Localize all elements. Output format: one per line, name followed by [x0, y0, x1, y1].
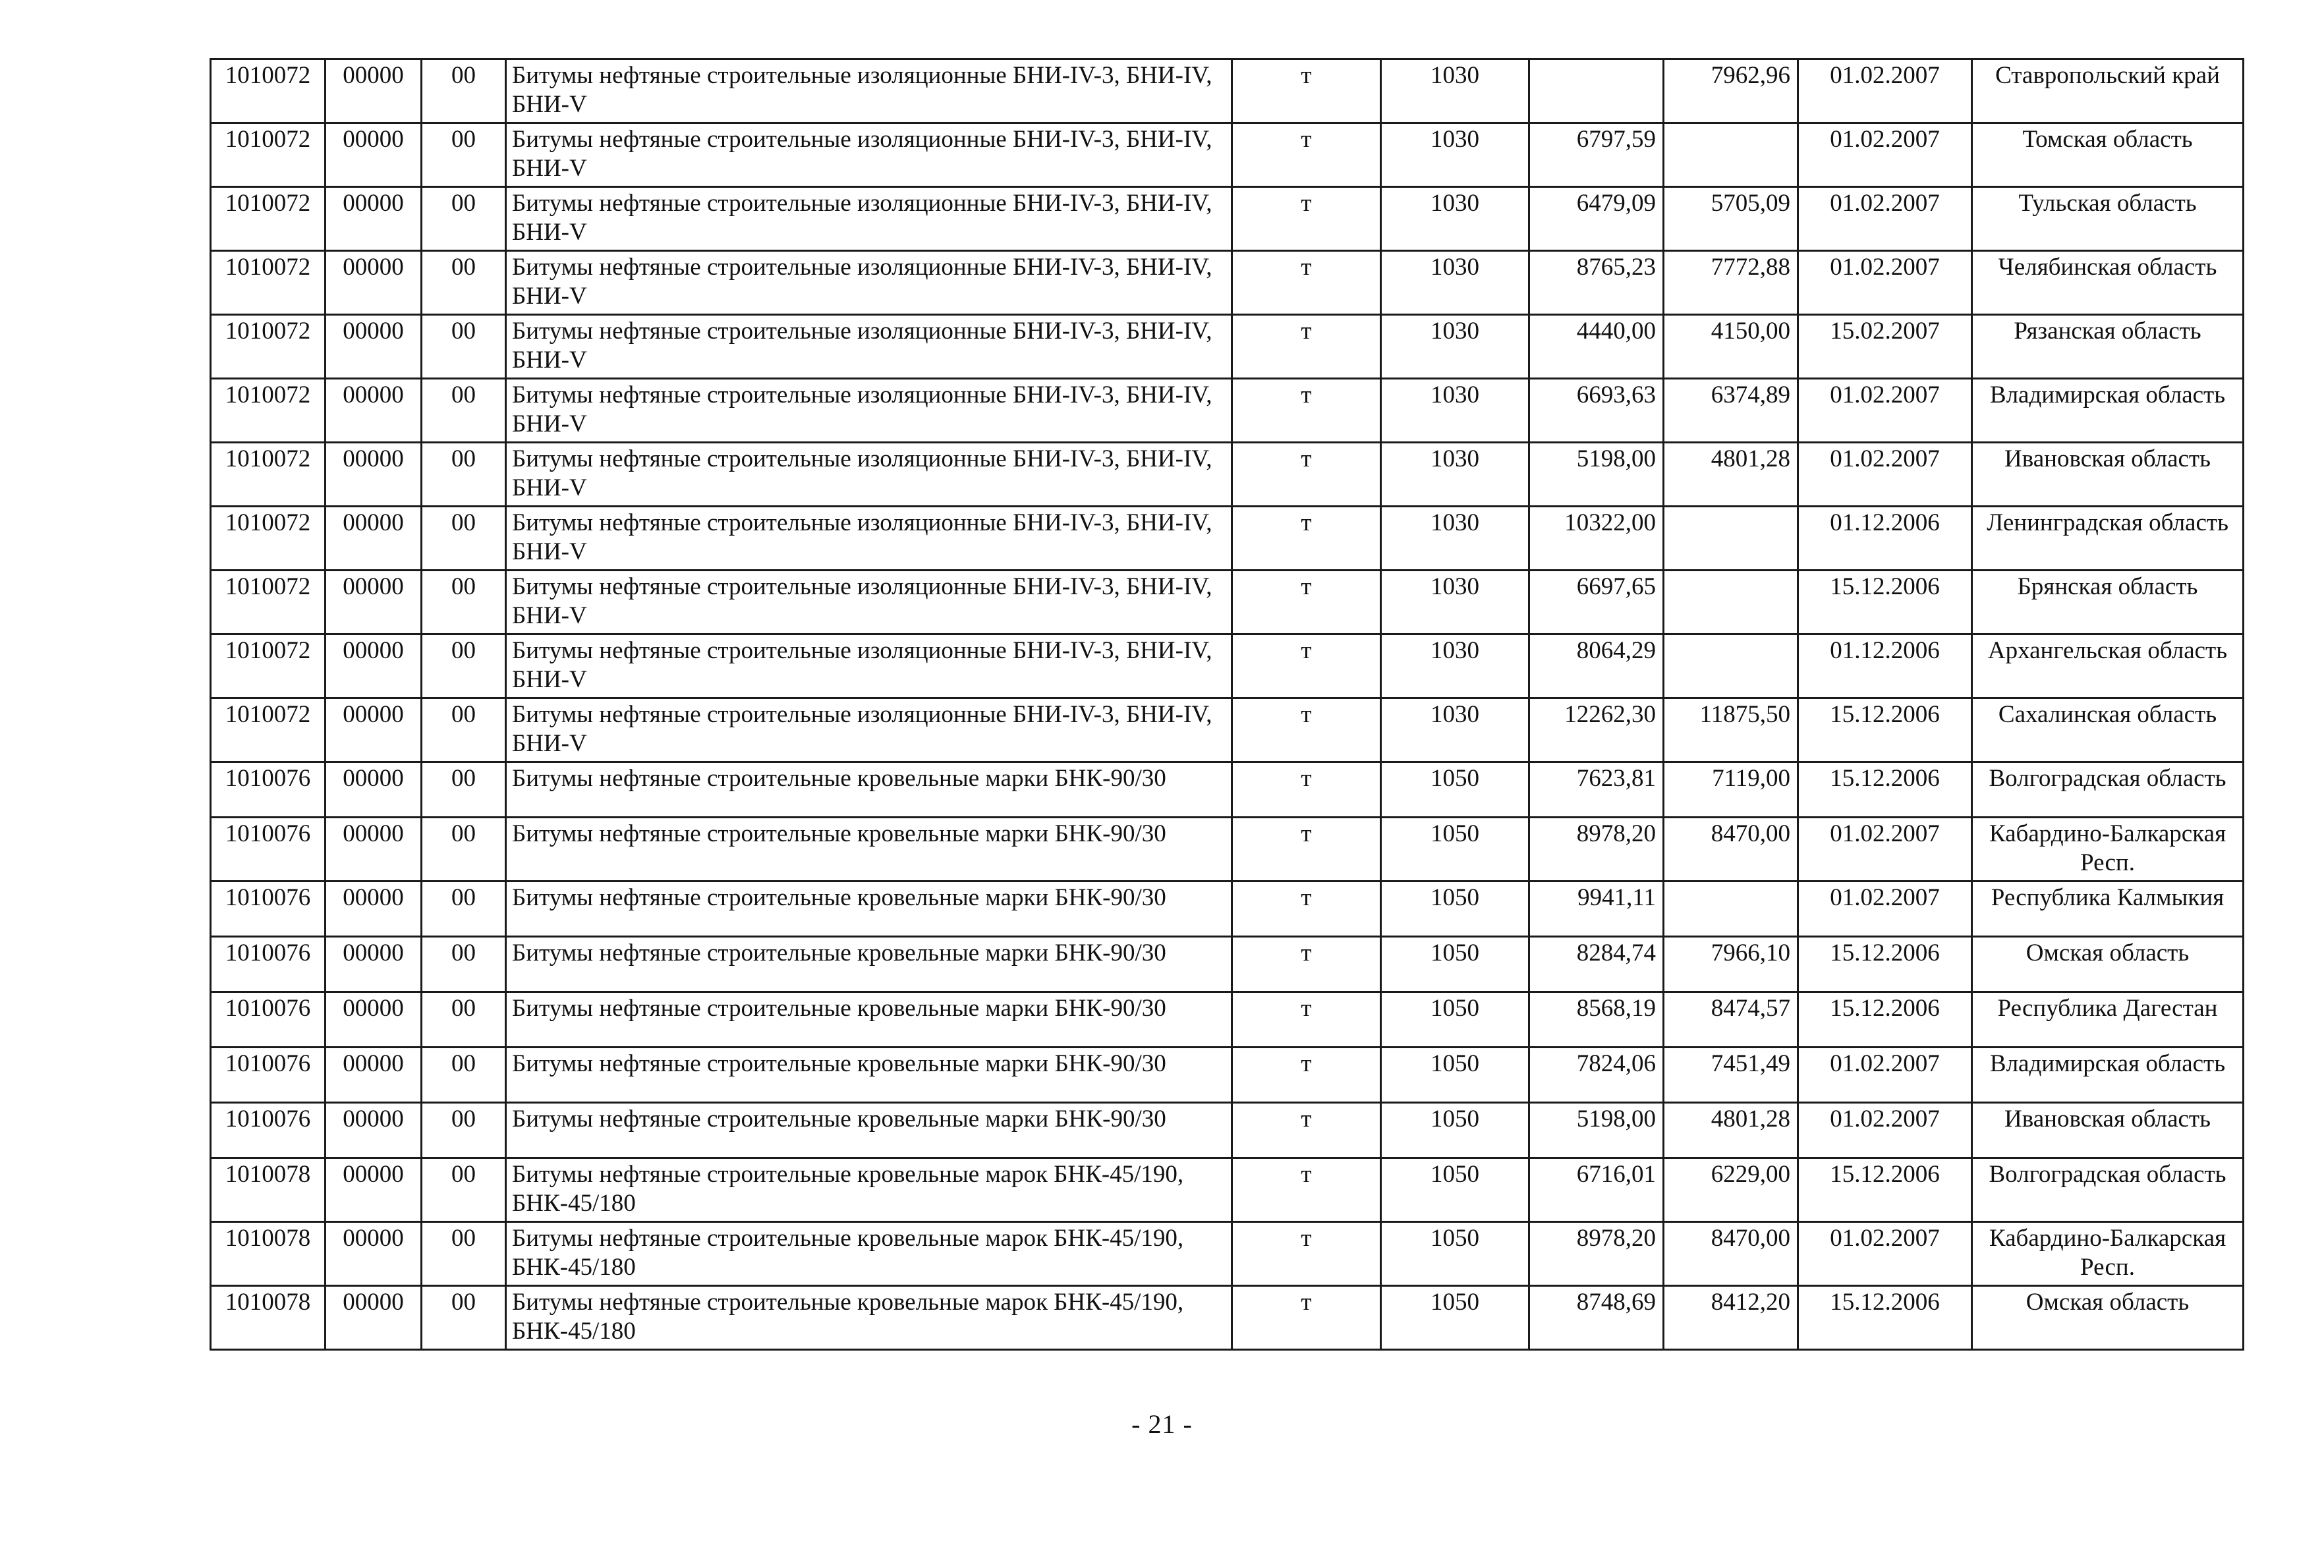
unit-code-cell: 1030: [1381, 571, 1529, 634]
description-cell: Битумы нефтяные строительные изоляционные БНИ-IV-3, БНИ-IV, БНИ-V: [506, 315, 1232, 379]
variant-code-cell: 00: [422, 187, 506, 251]
sub-code-cell: 00000: [326, 818, 422, 882]
description-cell: Битумы нефтяные строительные изоляционные БНИ-IV-3, БНИ-IV, БНИ-V: [506, 571, 1232, 634]
price-alt-cell: 7962,96: [1664, 59, 1798, 123]
description-cell: Битумы нефтяные строительные кровельные марки БНК-90/30: [506, 1048, 1232, 1103]
sub-code-cell: 00000: [326, 937, 422, 992]
table-row: [211, 251, 2244, 315]
table-row: [211, 634, 2244, 698]
table-row: [211, 992, 2244, 1048]
table-row: [211, 59, 2244, 123]
date-cell: 15.12.2006: [1798, 937, 1972, 992]
unit-cell: т: [1232, 762, 1381, 818]
table-row: [211, 762, 2244, 818]
unit-cell: т: [1232, 123, 1381, 187]
region-cell: Ивановская область: [1972, 443, 2244, 507]
price-cell: 10322,00: [1529, 507, 1664, 571]
table-row: [211, 882, 2244, 937]
date-cell: 15.12.2006: [1798, 1286, 1972, 1350]
sub-code-cell: 00000: [326, 251, 422, 315]
date-cell: 01.02.2007: [1798, 251, 1972, 315]
price-alt-cell: 8474,57: [1664, 992, 1798, 1048]
description-cell: Битумы нефтяные строительные изоляционные БНИ-IV-3, БНИ-IV, БНИ-V: [506, 59, 1232, 123]
date-cell: 01.12.2006: [1798, 507, 1972, 571]
item-code-cell: 1010072: [211, 187, 326, 251]
description-cell: Битумы нефтяные строительные кровельные марки БНК-90/30: [506, 762, 1232, 818]
table-row: [211, 1048, 2244, 1103]
unit-code-cell: 1030: [1381, 187, 1529, 251]
region-cell: Владимирская область: [1972, 1048, 2244, 1103]
sub-code-cell: 00000: [326, 59, 422, 123]
item-code-cell: 1010072: [211, 315, 326, 379]
price-cell: 7824,06: [1529, 1048, 1664, 1103]
sub-code-cell: 00000: [326, 379, 422, 443]
sub-code-cell: 00000: [326, 1048, 422, 1103]
unit-cell: т: [1232, 1048, 1381, 1103]
item-code-cell: 1010078: [211, 1158, 326, 1222]
table-row: [211, 1158, 2244, 1222]
table-row: [211, 1103, 2244, 1158]
description-cell: Битумы нефтяные строительные кровельные марки БНК-90/30: [506, 937, 1232, 992]
variant-code-cell: 00: [422, 698, 506, 762]
price-alt-cell: 7451,49: [1664, 1048, 1798, 1103]
variant-code-cell: 00: [422, 762, 506, 818]
date-cell: 01.02.2007: [1798, 1222, 1972, 1286]
sub-code-cell: 00000: [326, 882, 422, 937]
price-alt-cell: 4801,28: [1664, 1103, 1798, 1158]
region-cell: Кабардино-Балкарская Респ.: [1972, 1222, 2244, 1286]
sub-code-cell: 00000: [326, 443, 422, 507]
unit-code-cell: 1030: [1381, 507, 1529, 571]
price-alt-cell: 4801,28: [1664, 443, 1798, 507]
unit-cell: т: [1232, 698, 1381, 762]
unit-code-cell: 1050: [1381, 1103, 1529, 1158]
variant-code-cell: 00: [422, 379, 506, 443]
item-code-cell: 1010076: [211, 762, 326, 818]
unit-cell: т: [1232, 251, 1381, 315]
unit-cell: т: [1232, 187, 1381, 251]
unit-code-cell: 1030: [1381, 123, 1529, 187]
description-cell: Битумы нефтяные строительные кровельные марок БНК-45/190, БНК-45/180: [506, 1286, 1232, 1350]
unit-cell: т: [1232, 818, 1381, 882]
region-cell: Сахалинская область: [1972, 698, 2244, 762]
date-cell: 01.02.2007: [1798, 443, 1972, 507]
variant-code-cell: 00: [422, 937, 506, 992]
price-alt-cell: 11875,50: [1664, 698, 1798, 762]
item-code-cell: 1010076: [211, 937, 326, 992]
price-cell: 5198,00: [1529, 443, 1664, 507]
item-code-cell: 1010072: [211, 698, 326, 762]
date-cell: 01.02.2007: [1798, 123, 1972, 187]
region-cell: Омская область: [1972, 937, 2244, 992]
price-cell: 7623,81: [1529, 762, 1664, 818]
unit-cell: т: [1232, 379, 1381, 443]
item-code-cell: 1010072: [211, 251, 326, 315]
date-cell: 15.02.2007: [1798, 315, 1972, 379]
price-alt-cell: 4150,00: [1664, 315, 1798, 379]
unit-cell: т: [1232, 1158, 1381, 1222]
price-alt-cell: [1664, 571, 1798, 634]
price-cell: 6716,01: [1529, 1158, 1664, 1222]
price-cell: 9941,11: [1529, 882, 1664, 937]
description-cell: Битумы нефтяные строительные изоляционные БНИ-IV-3, БНИ-IV, БНИ-V: [506, 251, 1232, 315]
price-alt-cell: [1664, 123, 1798, 187]
price-alt-cell: 8412,20: [1664, 1286, 1798, 1350]
description-cell: Битумы нефтяные строительные изоляционные БНИ-IV-3, БНИ-IV, БНИ-V: [506, 507, 1232, 571]
unit-code-cell: 1050: [1381, 992, 1529, 1048]
unit-cell: т: [1232, 59, 1381, 123]
variant-code-cell: 00: [422, 123, 506, 187]
unit-cell: т: [1232, 634, 1381, 698]
variant-code-cell: 00: [422, 1103, 506, 1158]
item-code-cell: 1010076: [211, 1103, 326, 1158]
unit-cell: т: [1232, 571, 1381, 634]
description-cell: Битумы нефтяные строительные кровельные марки БНК-90/30: [506, 882, 1232, 937]
variant-code-cell: 00: [422, 571, 506, 634]
region-cell: Ленинградская область: [1972, 507, 2244, 571]
sub-code-cell: 00000: [326, 123, 422, 187]
sub-code-cell: 00000: [326, 762, 422, 818]
price-cell: 8978,20: [1529, 818, 1664, 882]
date-cell: 01.02.2007: [1798, 1048, 1972, 1103]
price-cell: 8748,69: [1529, 1286, 1664, 1350]
price-alt-cell: 7772,88: [1664, 251, 1798, 315]
item-code-cell: 1010076: [211, 818, 326, 882]
region-cell: Владимирская область: [1972, 379, 2244, 443]
table-row: [211, 443, 2244, 507]
unit-code-cell: 1030: [1381, 634, 1529, 698]
unit-code-cell: 1050: [1381, 762, 1529, 818]
date-cell: 01.02.2007: [1798, 882, 1972, 937]
date-cell: 15.12.2006: [1798, 698, 1972, 762]
variant-code-cell: 00: [422, 507, 506, 571]
price-cell: 12262,30: [1529, 698, 1664, 762]
variant-code-cell: 00: [422, 992, 506, 1048]
sub-code-cell: 00000: [326, 187, 422, 251]
table-row: [211, 571, 2244, 634]
unit-code-cell: 1050: [1381, 1286, 1529, 1350]
price-cell: 8978,20: [1529, 1222, 1664, 1286]
description-cell: Битумы нефтяные строительные кровельные марок БНК-45/190, БНК-45/180: [506, 1158, 1232, 1222]
unit-cell: т: [1232, 1103, 1381, 1158]
item-code-cell: 1010078: [211, 1286, 326, 1350]
price-cell: 8284,74: [1529, 937, 1664, 992]
region-cell: Тульская область: [1972, 187, 2244, 251]
variant-code-cell: 00: [422, 1158, 506, 1222]
table-row: [211, 123, 2244, 187]
item-code-cell: 1010076: [211, 1048, 326, 1103]
sub-code-cell: 00000: [326, 1103, 422, 1158]
unit-code-cell: 1050: [1381, 1222, 1529, 1286]
price-cell: 4440,00: [1529, 315, 1664, 379]
variant-code-cell: 00: [422, 818, 506, 882]
variant-code-cell: 00: [422, 59, 506, 123]
price-cell: 6797,59: [1529, 123, 1664, 187]
item-code-cell: 1010072: [211, 379, 326, 443]
date-cell: 15.12.2006: [1798, 571, 1972, 634]
table-row: [211, 937, 2244, 992]
price-cell: 6693,63: [1529, 379, 1664, 443]
price-cell: 5198,00: [1529, 1103, 1664, 1158]
item-code-cell: 1010072: [211, 571, 326, 634]
region-cell: Рязанская область: [1972, 315, 2244, 379]
sub-code-cell: 00000: [326, 507, 422, 571]
table-row: [211, 315, 2244, 379]
variant-code-cell: 00: [422, 315, 506, 379]
description-cell: Битумы нефтяные строительные изоляционные БНИ-IV-3, БНИ-IV, БНИ-V: [506, 379, 1232, 443]
unit-cell: т: [1232, 443, 1381, 507]
description-cell: Битумы нефтяные строительные изоляционные БНИ-IV-3, БНИ-IV, БНИ-V: [506, 443, 1232, 507]
region-cell: Волгоградская область: [1972, 762, 2244, 818]
variant-code-cell: 00: [422, 882, 506, 937]
price-alt-cell: 6229,00: [1664, 1158, 1798, 1222]
description-cell: Битумы нефтяные строительные кровельные марок БНК-45/190, БНК-45/180: [506, 1222, 1232, 1286]
price-cell: 6479,09: [1529, 187, 1664, 251]
unit-cell: т: [1232, 315, 1381, 379]
date-cell: 01.02.2007: [1798, 379, 1972, 443]
variant-code-cell: 00: [422, 1222, 506, 1286]
item-code-cell: 1010072: [211, 59, 326, 123]
unit-code-cell: 1030: [1381, 379, 1529, 443]
date-cell: 15.12.2006: [1798, 762, 1972, 818]
sub-code-cell: 00000: [326, 315, 422, 379]
table-row: [211, 507, 2244, 571]
table-row: [211, 698, 2244, 762]
price-table: [210, 58, 2244, 1351]
description-cell: Битумы нефтяные строительные кровельные марки БНК-90/30: [506, 992, 1232, 1048]
region-cell: Республика Дагестан: [1972, 992, 2244, 1048]
table-body: [211, 59, 2244, 1350]
unit-cell: т: [1232, 992, 1381, 1048]
price-alt-cell: 8470,00: [1664, 1222, 1798, 1286]
unit-cell: т: [1232, 1286, 1381, 1350]
unit-code-cell: 1030: [1381, 251, 1529, 315]
unit-code-cell: 1030: [1381, 315, 1529, 379]
price-alt-cell: 7966,10: [1664, 937, 1798, 992]
region-cell: Брянская область: [1972, 571, 2244, 634]
date-cell: 01.02.2007: [1798, 59, 1972, 123]
price-cell: 8064,29: [1529, 634, 1664, 698]
region-cell: Омская область: [1972, 1286, 2244, 1350]
price-alt-cell: 8470,00: [1664, 818, 1798, 882]
variant-code-cell: 00: [422, 1286, 506, 1350]
price-alt-cell: 7119,00: [1664, 762, 1798, 818]
item-code-cell: 1010072: [211, 634, 326, 698]
description-cell: Битумы нефтяные строительные кровельные марки БНК-90/30: [506, 1103, 1232, 1158]
item-code-cell: 1010072: [211, 123, 326, 187]
price-alt-cell: 6374,89: [1664, 379, 1798, 443]
sub-code-cell: 00000: [326, 698, 422, 762]
unit-cell: т: [1232, 1222, 1381, 1286]
description-cell: Битумы нефтяные строительные кровельные марки БНК-90/30: [506, 818, 1232, 882]
region-cell: Республика Калмыкия: [1972, 882, 2244, 937]
unit-code-cell: 1030: [1381, 698, 1529, 762]
region-cell: Челябинская область: [1972, 251, 2244, 315]
unit-code-cell: 1050: [1381, 882, 1529, 937]
item-code-cell: 1010076: [211, 992, 326, 1048]
variant-code-cell: 00: [422, 1048, 506, 1103]
date-cell: 01.12.2006: [1798, 634, 1972, 698]
unit-code-cell: 1050: [1381, 937, 1529, 992]
sub-code-cell: 00000: [326, 571, 422, 634]
region-cell: Волгоградская область: [1972, 1158, 2244, 1222]
table-row: [211, 187, 2244, 251]
item-code-cell: 1010072: [211, 507, 326, 571]
price-cell: [1529, 59, 1664, 123]
sub-code-cell: 00000: [326, 992, 422, 1048]
price-alt-cell: 5705,09: [1664, 187, 1798, 251]
unit-cell: т: [1232, 937, 1381, 992]
unit-code-cell: 1050: [1381, 818, 1529, 882]
date-cell: 01.02.2007: [1798, 818, 1972, 882]
table-row: [211, 818, 2244, 882]
region-cell: Томская область: [1972, 123, 2244, 187]
sub-code-cell: 00000: [326, 1222, 422, 1286]
region-cell: Ставропольский край: [1972, 59, 2244, 123]
table-row: [211, 1222, 2244, 1286]
price-alt-cell: [1664, 634, 1798, 698]
variant-code-cell: 00: [422, 443, 506, 507]
item-code-cell: 1010072: [211, 443, 326, 507]
description-cell: Битумы нефтяные строительные изоляционные БНИ-IV-3, БНИ-IV, БНИ-V: [506, 634, 1232, 698]
table-row: [211, 1286, 2244, 1350]
description-cell: Битумы нефтяные строительные изоляционные БНИ-IV-3, БНИ-IV, БНИ-V: [506, 698, 1232, 762]
sub-code-cell: 00000: [326, 634, 422, 698]
sub-code-cell: 00000: [326, 1158, 422, 1222]
date-cell: 01.02.2007: [1798, 187, 1972, 251]
region-cell: Архангельская область: [1972, 634, 2244, 698]
unit-cell: т: [1232, 507, 1381, 571]
unit-code-cell: 1050: [1381, 1048, 1529, 1103]
item-code-cell: 1010078: [211, 1222, 326, 1286]
table-row: [211, 379, 2244, 443]
price-alt-cell: [1664, 882, 1798, 937]
page-number: - 21 -: [1131, 1409, 1193, 1439]
unit-code-cell: 1050: [1381, 1158, 1529, 1222]
item-code-cell: 1010076: [211, 882, 326, 937]
date-cell: 01.02.2007: [1798, 1103, 1972, 1158]
region-cell: Кабардино-Балкарская Респ.: [1972, 818, 2244, 882]
date-cell: 15.12.2006: [1798, 1158, 1972, 1222]
price-cell: 8765,23: [1529, 251, 1664, 315]
price-alt-cell: [1664, 507, 1798, 571]
description-cell: Битумы нефтяные строительные изоляционные БНИ-IV-3, БНИ-IV, БНИ-V: [506, 123, 1232, 187]
description-cell: Битумы нефтяные строительные изоляционные БНИ-IV-3, БНИ-IV, БНИ-V: [506, 187, 1232, 251]
date-cell: 15.12.2006: [1798, 992, 1972, 1048]
price-cell: 6697,65: [1529, 571, 1664, 634]
sub-code-cell: 00000: [326, 1286, 422, 1350]
unit-code-cell: 1030: [1381, 59, 1529, 123]
price-cell: 8568,19: [1529, 992, 1664, 1048]
variant-code-cell: 00: [422, 634, 506, 698]
region-cell: Ивановская область: [1972, 1103, 2244, 1158]
unit-code-cell: 1030: [1381, 443, 1529, 507]
unit-cell: т: [1232, 882, 1381, 937]
variant-code-cell: 00: [422, 251, 506, 315]
